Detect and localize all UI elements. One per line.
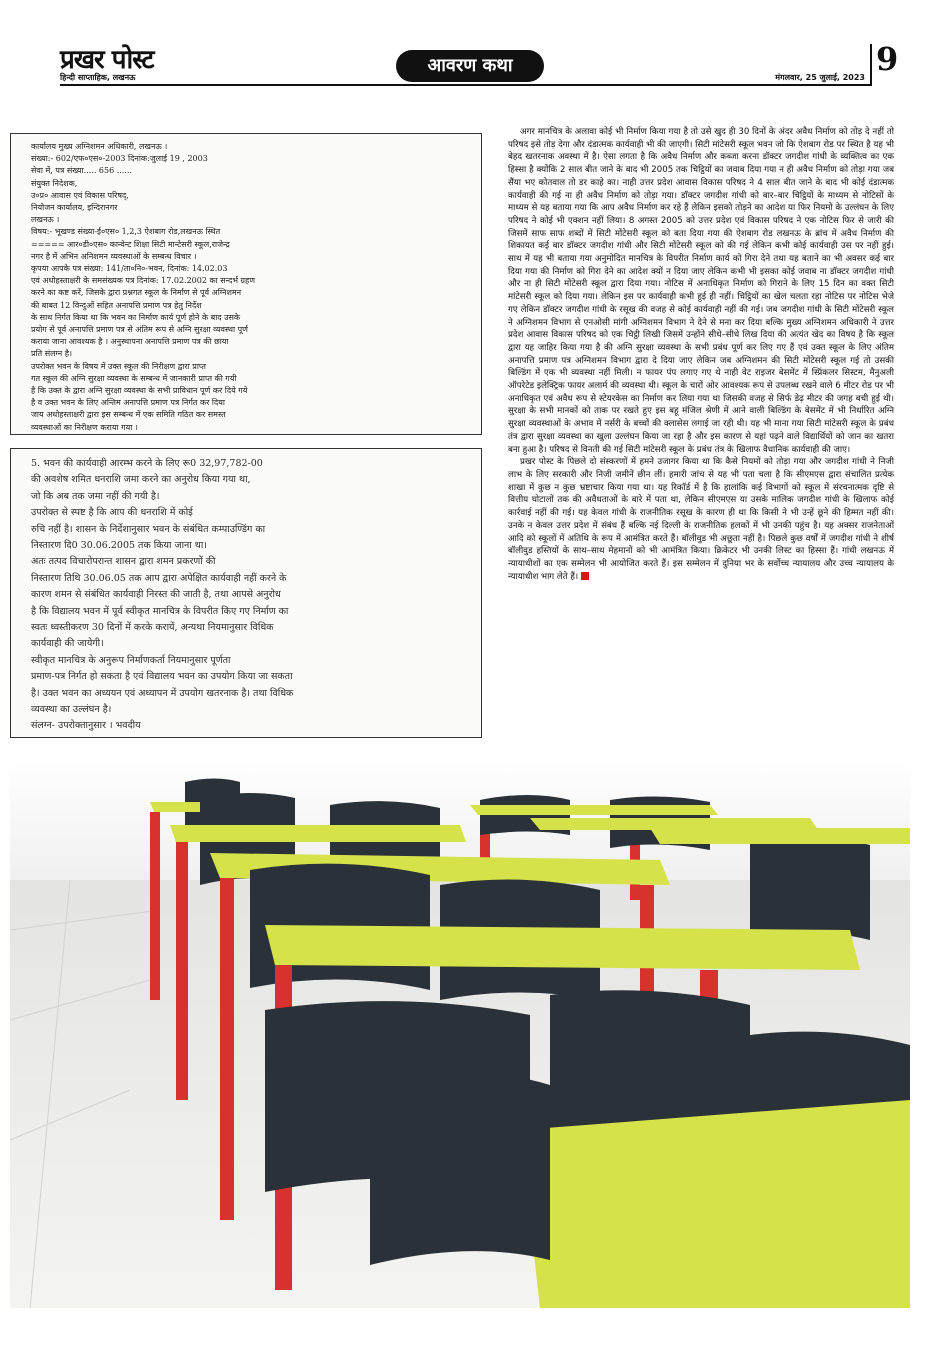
masthead-title: प्रखर पोस्ट bbox=[60, 45, 154, 75]
scanned-text-line: प्रयोग से पूर्व अनापत्ति प्रमाण पत्र से अंतिम रूप से अग्नि सुरक्षा व्यवस्था पूर्ण bbox=[31, 325, 248, 334]
scanned-text-line: नगर है में अभिन अनिशमन व्यवस्थाओं के सम्बन्ध विचार । bbox=[31, 251, 197, 261]
desk-top bbox=[520, 1100, 910, 1308]
section-banner: आवरण कथा bbox=[396, 50, 544, 82]
scanned-text-line: व्यवस्थाओं का निरीक्षण कराया गया । bbox=[31, 422, 138, 432]
scanned-text-line: है। उक्त भवन का अध्ययन एवं अध्यापन में उपयोग खतरनाक है। तथा विधिक bbox=[31, 687, 294, 699]
scanned-text-line: गत स्कूल की अग्नि सुरक्षा व्यवस्था के सम्बन्ध में जानकारी प्राप्त की गयी bbox=[31, 373, 237, 383]
scanned-text-line: उपरोक्त भवन के विषय में उक्त स्कूल की निरीक्षण द्वारा प्राप्त bbox=[31, 361, 206, 371]
scanned-text-line: विषय:- भूखण्ड संख्या-ई०एस० 1,2,3 ऐशबाग रोड,लखनऊ स्थित bbox=[31, 227, 221, 237]
scanned-text-line: स्वतः ध्वस्तीकरण 30 दिनों में करके करायें, अन्यथा नियमानुसार विधिक bbox=[31, 622, 274, 633]
scanned-text-line: एवं अधोहस्ताक्षरी के समसंख्यक पत्र दिनांक: 17.02.2002 का सन्दर्भ ग्रहण bbox=[31, 276, 256, 286]
page-number-separator bbox=[870, 44, 872, 86]
scanned-text-line: कृपया आपके पत्र संख्या: 141/ता०नि०-भवन, दिनांक: 14.02.03 bbox=[31, 264, 228, 273]
desk-leg bbox=[150, 812, 160, 1000]
scanned-text-line: लखनऊ । bbox=[31, 215, 60, 225]
issue-date: मंगलवार, 25 जुलाई, 2023 bbox=[775, 73, 865, 82]
page-number: 9 bbox=[876, 40, 899, 78]
scanned-text-line: प्रति संलग्न है। bbox=[31, 349, 73, 359]
scanned-text-line: करने का कष्ट करें, जिसके द्वारा प्रश्नगत स्कूल के निर्माण से पूर्व अग्निशमन bbox=[31, 288, 242, 298]
scanned-text-line: कार्यालय मुख्य अग्निशमन अधिकारी, लखनऊ । bbox=[31, 142, 168, 151]
scanned-text-line: अतः तत्पद विचारोपरान्त शासन द्वारा शमन प्रकरणों की bbox=[31, 556, 216, 568]
scanned-text-line: व्यवस्था का उल्लंघन है। bbox=[31, 704, 112, 715]
scanned-text-line: संख्या:- 602/एफ०एस०-2003 दिनांक:जुलाई 19 , 2003 bbox=[31, 154, 208, 164]
classroom-desks-illustration bbox=[10, 760, 910, 1308]
scanned-text-line: की बाबत 12 विन्दुओं सहित अनापत्ति प्रमाण पत्र हेतु निर्देश bbox=[31, 300, 202, 310]
scanned-text-line: कार्यवाही की जायेगी। bbox=[31, 638, 104, 650]
scanned-text-line: कराया जाना आवश्यक है । अनुस्थापना अनापत्ति प्रमाण पत्र की छाया bbox=[31, 337, 229, 347]
scanned-text-line: जो कि अब तक जमा नहीं की गयी है। bbox=[31, 490, 160, 502]
desk-leg bbox=[220, 878, 234, 1220]
scanned-text-line: स्वीकृत मानचित्र के अनुरूप निर्माणकर्ता नियमानुसार पूर्णता bbox=[31, 654, 231, 666]
scanned-text-line: सेवा में, पत्र संख्या..... 656 ...... bbox=[31, 166, 132, 176]
scanned-text-line: संलग्न- उपरोक्तानुसार । भवदीय bbox=[31, 720, 141, 732]
scanned-text-line: है कि उक्त के द्वारा अग्नि सुरक्षा व्यवस्था के सभी प्राविधान पूर्ण कर दिये गये bbox=[31, 386, 248, 395]
chair-back bbox=[370, 1074, 550, 1265]
scanned-text-line: उपरोक्त से स्पष्ट है कि आप की धनराशि में कोई bbox=[31, 507, 193, 519]
scanned-text-line: नियोजन कार्यालय, इन्दिरानगर bbox=[31, 203, 118, 212]
scanned-text-line: उ०प्र० आवास एवं विकास परिषद्, bbox=[31, 190, 129, 200]
article-body bbox=[508, 126, 894, 583]
desk-top bbox=[170, 825, 466, 842]
classroom-photo bbox=[10, 760, 910, 1308]
scanned-text-line: कारण शमन से संबंधित कार्यवाही निरस्त की जाती है, तथा आपसे अनुरोध bbox=[31, 589, 281, 601]
scanned-text-line: के साथ निर्गत किया था कि भवन का निर्माण कार्य पूर्ण होने के बाद उसके bbox=[31, 312, 241, 322]
header-rule bbox=[60, 84, 870, 86]
scanned-text-line: प्रमाण-पत्र निर्गत हो सकता है एवं विद्यालय भवन का उपयोग किया जा सकता bbox=[31, 671, 293, 683]
scanned-text-line: निस्तारण तिथि 30.06.05 तक आप द्वारा अपेक्षित कार्यवाही नहीं करने के bbox=[31, 572, 287, 584]
scanned-text-line: है व उक्त भवन के लिए अन्तिम अनापत्ति प्रमाण पत्र निर्गत कर दिया bbox=[31, 398, 225, 408]
masthead-subtitle: हिन्दी साप्ताहिक, लखनऊ bbox=[60, 73, 136, 82]
desk-top bbox=[650, 828, 910, 844]
desk-top bbox=[470, 805, 718, 815]
scanned-letter-fire-department bbox=[10, 133, 482, 435]
scanned-text-line: की अवशेष शमित धनराशि जमा करने का अनुरोध किया गया था, bbox=[31, 474, 251, 486]
end-of-story-mark bbox=[581, 572, 589, 580]
desk-top bbox=[265, 925, 860, 970]
chair-back bbox=[750, 836, 870, 940]
article-paragraph-1: अगर मानचित्र के अलावा कोई भी निर्माण किया गया है तो उसे खुद ही 30 दिनों के अंदर अवैध निर्माण को तोड़ दे नहीं तो परिषद इसे तोड़ देगा और दंडात्मक कार्यवाही भी की जाएगी। सिटी मांटेसरी स्कूल भवन जो कि ऐशबाग रोड पर स्थित है यह भी बेहद खतरनाक अवस्था में है। ऐसा लगता है कि अवैध निर्माण और कब्जा करना डॉक्टर जगदीश गांधी के व्यक्तित्व का एक हिस्सा है क्योंकि 2 साल बीत जाने के बाद भी 2005 तक चिट्ठियों का जवाब दिया गया न ही अवैध निर्माण को तोड़ा गया जब सैंया भए कोतवाल तो डर काहे का। नाही उत्तर प्रदेश आवास विकास परिषद ने 4 साल बीत जाने के बाद भी कोई दंडात्मक कार्यवाही की गई ना ही अवैध निर्माण को तोड़ा गया। डॉक्टर जगदीश गांधी को बार–बार चिट्ठियों के माध्यम से नोटिसों के माध्यम से यह बताया गया कि आप अवैध निर्माण कर रहे हैं लेकिन इसको तोड़ने का आदेश या फिर नियमों के उल्लंघन के लिए परिषद ने कोई भी एक्शन नहीं लिया। 8 अगस्त 2005 को उत्तर प्रदेश एवं विकास परिषद ने एक नोटिस फिर से जारी की जिसमें साफ साफ शब्दों में सिटी मोंटेसरी स्कूल को बता दिया गया की ऐशबाग रोड लखनऊ के ब्रांच में अवैध निर्माण की शिकायत कई बार डॉक्टर जगदीश गांधी और सिटी मोंटेसरी स्कूल को की गई लेकिन कभी कोई कार्यवाही उस पर नहीं हुई। साथ में यह भी बताया गया अनुमोदित मानचित्र के विपरीत निर्माण कार्य को गिरा देने तथा यह बताने का भी अवसर कई बार दिया गया की निर्माण को गिरा देने का आदेश क्यों न दिया जाए लेकिन कभी भी इसका कोई जवाब ना डॉक्टर जगदीश गांधी और ना ही सिटी मोंटेसरी स्कूल द्वारा दिया गया। नोटिस में अनाधिकृत निर्माण को गिराने के लिए 15 दिन का वक्त सिटी मांटेसरी स्कूल को दिया गया। लेकिन इस पर कार्यवाही कभी हुई ही नहीं। चिट्ठियों का खेल चलता रहा नोटिस पर नोटिस भेजे गए लेकिन डॉक्टर जगदीश गांधी के रसूख की वजह से कोई कार्यवाही नहीं की गई। जब जगदीश गांधी के सिटी मोंटेसरी स्कूल ने अग्निशमन विभाग से एनओसी मांगी अग्निशमन विभाग ने देने से मना कर दिया बल्कि मुख्य अग्निशमन अधिकारी ने उत्तर प्रदेश आवास विकास परिषद को एक चिट्ठी लिखी जिसमें उन्होंने सीधे–सीधे लिख दिया की अत्यंत खेद का विषय है कि स्कूल द्वारा यह जाहिर किया गया है की अग्नि सुरक्षा व्यवस्था के सभी प्रबंध पूर्ण कर लिए गए हैं एवं उक्त स्कूल के लिए अंतिम अनापत्ति प्रमाण पत्र अग्निशमन विभाग द्वारा दे दिया जाए लेकिन जब अग्निशमन की सिटी मोंटेसरी स्कूल गई तो उसकी बिल्डिंग में एक भी व्यवस्था नहीं मिली। न फायर पंप लगाए गए थे नाही वेट राइजर बेसमेंट में स्प्रिंकलर सिस्टम, मैनुअली ऑपरेटेड इलेक्ट्रिक फायर अलार्म की व्यवस्था थी। स्कूल के चारों ओर आवश्यक रूप से उपलब्ध रखने वाले 6 मीटर रोड पर भी अनाधिकृत एवं अवैध रूप से स्टेयरकेस का निर्माण कर लिया गया था जिसकी वजह से सिर्फ डेढ़ मीटर की जगह बची हुई थी। सुरक्षा के सभी मानकों को ताक पर रखते हुए इस बहू मंजिल श्रेणी में आने वाली बिल्डिंग के बेसमेंट में भी निर्धारित अग्नि सुरक्षा व्यवस्थाओं के अभाव में नर्सरी के बच्चों की क्लासेस लगाई जा रही थी। यह भी माना गया सिटी मांटेसरी स्कूल के प्रबंध तंत्र द्वारा सुरक्षा व्यवस्था का खुला उल्लंघन किया जा रहा है और इस कारण से यहां पढ़ने वाले विद्यार्थियों को जान का खतरा बना हुआ है। परिषद से विनती की गई सिटी मांटेसरी स्कूल के प्रबंध तंत्र के खिलाफ वैधानिक कार्यवाही की जाए। bbox=[508, 127, 894, 455]
article-paragraph-2: प्रखर पोस्ट के पिछले दो संस्करणों में हमने उजागर किया था कि कैसे नियमों को तोड़ा गया और जगदीश गांधी ने निजी लाभ के लिए सरकारी और निजी जमीनें छीन लीं। हमारी जांच से यह भी पता चला है कि सीएमएस द्वारा संचालित प्रत्येक शाखा में कुछ न कुछ भ्रष्टाचार किया गया था। यह रिकॉर्ड में है कि हालांकि कई विभागों को स्कूल में संरचनात्मक दृष्टि से वित्तीय घोटालों तक की अवैधताओं के बारे में पता था, लेकिन सीएमएस या उसके मालिक जगदीश गांधी के खिलाफ कोई कार्रवाई नहीं की गई। यह केवल गांधी के राजनीतिक रसूख के कारण ही था कि किसी ने भी उन्हें छूने की हिम्मत नहीं की। उनके न केवल उत्तर प्रदेश में संबंध हैं बल्कि नई दिल्ली के राजनीतिक हलकों में भी उनकी पहुंच है। यह अक्सर राजनेताओं आदि को स्कूलों में अतिथि के रूप में आमंत्रित करते हैं। बॉलीवुड भी अछूता नहीं है। पिछले कुछ वर्षों में जगदीश गांधी ने शीर्ष बॉलीवुड हस्तियों के साथ–साथ मेहमानों को भी आमंत्रित किया। क्रिकेटर भी उनकी लिस्ट का हिस्सा हैं। गांधी लखनऊ में न्यायाधीशों का एक सम्मेलन भी आयोजित करते हैं। इस सम्मेलन में दुनिया भर के सर्वोच्च न्यायालय और उच्च न्यायालय के न्यायाधीश भाग लेते हैं। bbox=[508, 457, 894, 582]
scanned-text-line: है कि विद्यालय भवन में पूर्व स्वीकृत मानचित्र के विपरीत किए गए निर्माण का bbox=[31, 605, 289, 617]
desk-leg bbox=[176, 842, 188, 1100]
scanned-text-line: संयुक्त निदेशक, bbox=[31, 178, 78, 188]
scanned-text-line: जाय अधोहस्ताक्षरी द्वारा इस सम्बन्ध में एक समिति गठित कर समस्त bbox=[31, 410, 226, 420]
scanned-text-line: 5. भवन की कार्यवाही आरम्भ करने के लिए रू0 32,97,782-00 bbox=[31, 458, 263, 469]
scanned-text-line: रुचि नहीं है। शासन के निर्देशानुसार भवन के संबंधित कम्पाउण्डिंग का bbox=[31, 523, 266, 535]
scanned-letter-housing-board bbox=[10, 448, 482, 738]
scanned-text-line: निस्तारण दि0 30.06.2005 तक किया जाना था। bbox=[31, 540, 207, 551]
scanned-text-line: ===== आर०डी०एस० कान्वेन्ट शिक्षा सिटी मान्टेसरी स्कूल,राजेन्द्र bbox=[31, 239, 230, 249]
